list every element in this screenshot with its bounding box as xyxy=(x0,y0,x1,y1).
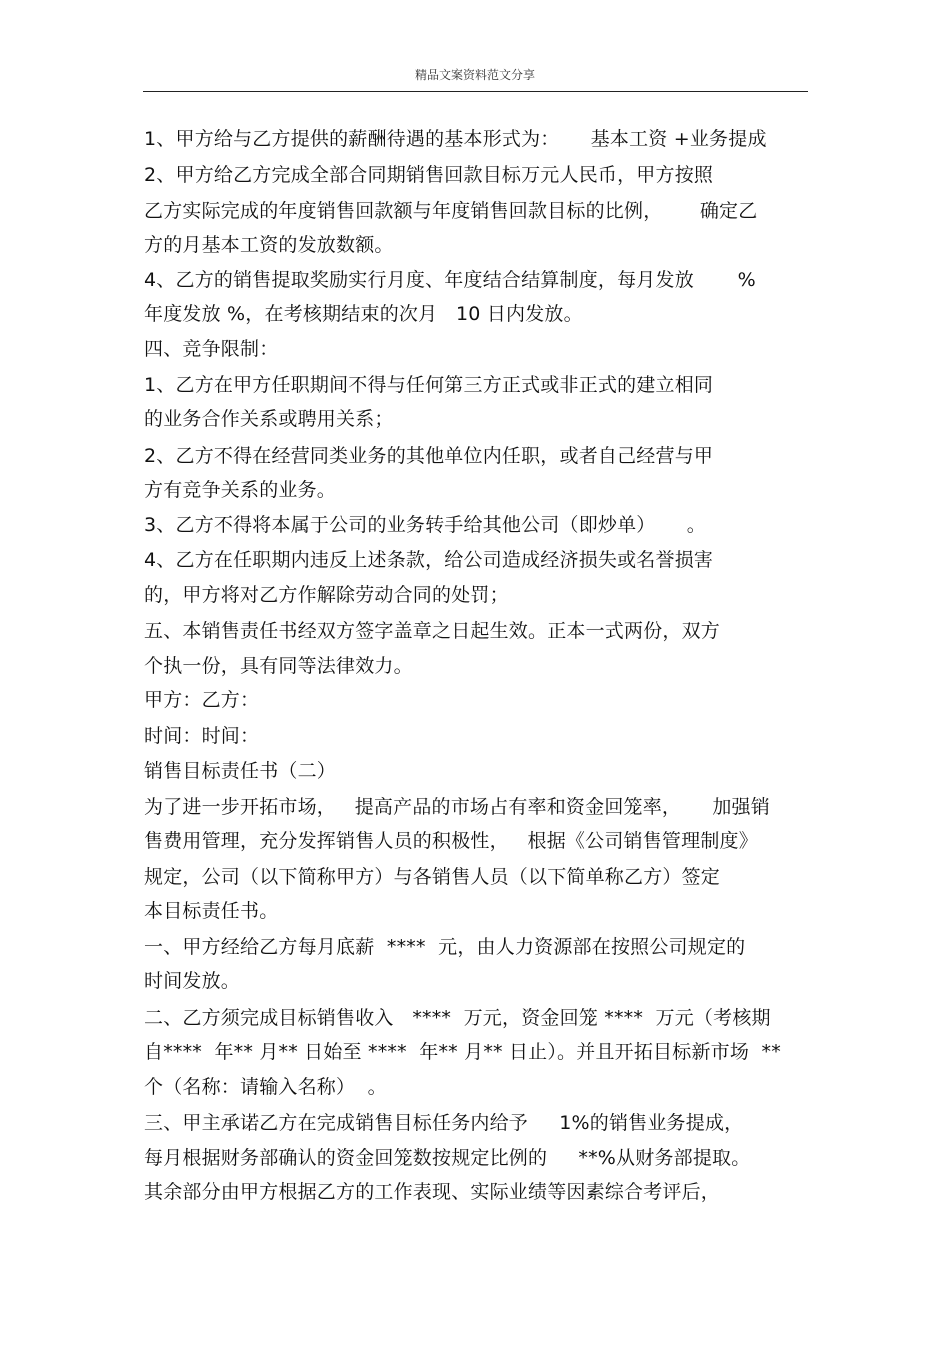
text-line: 个（名称：请输入名称） 。 xyxy=(144,1076,387,1098)
text-line: 每月根据财务部确认的资金回笼数按规定比例的 **%从财务部提取。 xyxy=(144,1147,751,1169)
text-line: 三、甲主承诺乙方在完成销售目标任务内给予 1%的销售业务提成， xyxy=(144,1112,744,1134)
text-line: 4、乙方的销售提取奖励实行月度、年度结合结算制度，每月发放 % xyxy=(144,269,756,291)
text-line: 个执一份，具有同等法律效力。 xyxy=(144,655,413,677)
header-divider xyxy=(143,91,808,92)
text-line: 2、甲方给乙方完成全部合同期销售回款目标万元人民币，甲方按照 xyxy=(144,164,714,186)
text-line: 1、甲方给与乙方提供的薪酬待遇的基本形式为： 基本工资 +业务提成 xyxy=(144,128,767,150)
signature-party: 甲方：乙方： xyxy=(144,689,260,711)
text-line: 1、乙方在甲方任职期间不得与任何第三方正式或非正式的建立相同 xyxy=(144,374,714,396)
text-line: 3、乙方不得将本属于公司的业务转手给其他公司（即炒单） 。 xyxy=(144,514,706,536)
text-line: 2、乙方不得在经营同类业务的其他单位内任职，或者自己经营与甲 xyxy=(144,445,714,467)
page-header: 精品文案资料范文分享 xyxy=(414,68,535,82)
text-line: 其余部分由甲方根据乙方的工作表现、实际业绩等因素综合考评后， xyxy=(144,1181,721,1203)
text-line: 的业务合作关系或聘用关系； xyxy=(144,408,394,430)
text-line: 二、乙方须完成目标销售收入 **** 万元，资金回笼 **** 万元（考核期 xyxy=(144,1007,771,1029)
text-line: 自**** 年** 月** 日始至 **** 年** 月** 日止）。并且开拓目标新市场 ** xyxy=(144,1041,781,1063)
text-line: 一、甲方经给乙方每月底薪 **** 元，由人力资源部在按照公司规定的 xyxy=(144,936,746,958)
text-line: 售费用管理，充分发挥销售人员的积极性， 根据《公司销售管理制度》 xyxy=(144,830,758,852)
section-heading: 四、竞争限制： xyxy=(144,338,279,360)
text-line: 本目标责任书。 xyxy=(144,900,279,922)
text-line: 五、本销售责任书经双方签字盖章之日起生效。正本一式两份，双方 xyxy=(144,620,721,642)
text-line: 方有竞争关系的业务。 xyxy=(144,479,337,501)
signature-date: 时间：时间： xyxy=(144,725,260,747)
document-title: 销售目标责任书（二） xyxy=(144,760,337,782)
text-line: 4、乙方在任职期内违反上述条款，给公司造成经济损失或名誉损害 xyxy=(144,549,714,571)
text-line: 时间发放。 xyxy=(144,970,241,992)
text-line: 的，甲方将对乙方作解除劳动合同的处罚； xyxy=(144,584,509,606)
text-line: 规定，公司（以下简称甲方）与各销售人员（以下简单称乙方）签定 xyxy=(144,866,721,888)
text-line: 为了进一步开拓市场， 提高产品的市场占有率和资金回笼率， 加强销 xyxy=(144,796,770,818)
text-line: 方的月基本工资的发放数额。 xyxy=(144,234,394,256)
text-line: 年度发放 %，在考核期结束的次月 10 日内发放。 xyxy=(144,303,583,325)
text-line: 乙方实际完成的年度销售回款额与年度销售回款目标的比例， 确定乙 xyxy=(144,200,758,222)
